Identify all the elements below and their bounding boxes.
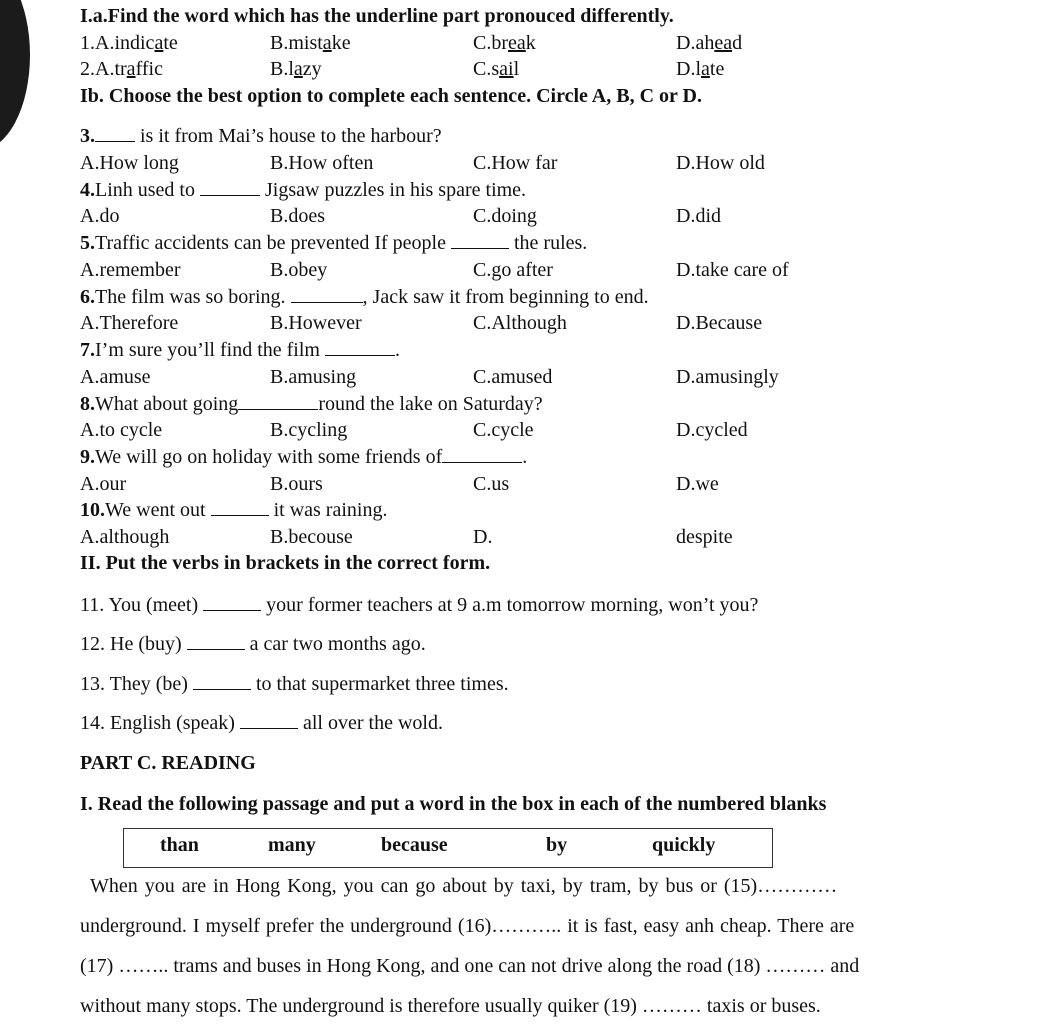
section-1a-heading: I.a.Find the word which has the underline part pronouced differently.: [80, 5, 674, 27]
word-box-item: many: [268, 834, 316, 856]
question-3-stem: 3. is it from Mai’s house to the harbour?: [80, 125, 442, 147]
q10-option-d-text: despite: [676, 526, 733, 548]
q5-option-b: B.obey: [270, 259, 328, 281]
reading-instruction: I. Read the following passage and put a word in the box in each of the numbered blanks: [80, 793, 827, 815]
q10-option-b: B.becouse: [270, 526, 353, 548]
verb-item-11: 11. You (meet) your former teachers at 9 a.m tomorrow morning, won’t you?: [80, 594, 759, 616]
q5-option-d: D.take care of: [676, 259, 789, 281]
q9-option-a: A.our: [80, 473, 127, 495]
question-10-stem: 10.We went out it was raining.: [80, 499, 388, 521]
word-box-item: because: [381, 834, 448, 856]
q8-option-b: B.cycling: [270, 419, 348, 441]
verb-item-13: 13. They (be) to that supermarket three times.: [80, 673, 509, 695]
section-1b-heading: Ib. Choose the best option to complete each sentence. Circle A, B, C or D.: [80, 85, 702, 107]
q8-option-d: D.cycled: [676, 419, 748, 441]
question-4-stem: 4.Linh used to Jigsaw puzzles in his spare time.: [80, 179, 527, 201]
q8-option-a: A.to cycle: [80, 419, 163, 441]
q6-option-d: D.Because: [676, 312, 763, 334]
q7-option-b: B.amusing: [270, 366, 357, 388]
q3-option-a: A.How long: [80, 152, 179, 174]
q1-option-a: 1.A.indicate: [80, 32, 178, 54]
q9-option-c: C.us: [473, 473, 510, 495]
passage-line-1: When you are in Hong Kong, you can go about by taxi, by tram, by bus or (15)…………: [90, 875, 838, 897]
question-5-stem: 5.Traffic accidents can be prevented If people the rules.: [80, 232, 588, 254]
q1-option-b: B.mistake: [270, 32, 351, 54]
q1-option-d: D.ahead: [676, 32, 743, 54]
q8-option-c: C.cycle: [473, 419, 534, 441]
q3-option-b: B.How often: [270, 152, 374, 174]
question-6-stem: 6.The film was so boring. , Jack saw it from beginning to end.: [80, 286, 649, 308]
q3-option-c: C.How far: [473, 152, 558, 174]
q4-option-d: D.did: [676, 205, 721, 227]
verb-item-12: 12. He (buy) a car two months ago.: [80, 633, 426, 655]
q2-option-c: C.sail: [473, 58, 520, 80]
q6-option-a: A.Therefore: [80, 312, 179, 334]
dark-corner-shadow: [0, 0, 30, 150]
passage-line-3: (17) …….. trams and buses in Hong Kong, and one can not drive along the road (18) ……… and: [80, 955, 860, 977]
q9-option-d: D.we: [676, 473, 719, 495]
q7-option-c: C.amused: [473, 366, 553, 388]
word-box-item: quickly: [652, 834, 716, 856]
word-box-item: than: [160, 834, 199, 856]
q2-option-d: D.late: [676, 58, 725, 80]
question-9-stem: 9.We will go on holiday with some friends of .: [80, 446, 528, 468]
passage-line-4: without many stops. The underground is therefore usually quiker (19) ……… taxis or buses.: [80, 995, 821, 1017]
q7-option-a: A.amuse: [80, 366, 151, 388]
q2-option-a: 2.A.traffic: [80, 58, 163, 80]
q9-option-b: B.ours: [270, 473, 323, 495]
q6-option-b: B.However: [270, 312, 362, 334]
q4-option-a: A.do: [80, 205, 120, 227]
q10-option-d-label: D.: [473, 526, 493, 548]
word-box-item: by: [546, 834, 568, 856]
q2-option-b: B.lazy: [270, 58, 322, 80]
q5-option-a: A.remember: [80, 259, 181, 281]
q6-option-c: C.Although: [473, 312, 567, 334]
q10-option-a: A.although: [80, 526, 170, 548]
q5-option-c: C.go after: [473, 259, 553, 281]
q4-option-b: B.does: [270, 205, 325, 227]
part-c-heading: PART C. READING: [80, 752, 256, 774]
question-8-stem: 8.What about going round the lake on Saturday?: [80, 393, 543, 415]
passage-line-2: underground. I myself prefer the underground (16)……….. it is fast, easy anh cheap. There are: [80, 915, 855, 937]
q1-option-c: C.break: [473, 32, 536, 54]
q4-option-c: C.doing: [473, 205, 537, 227]
section-2-heading: II. Put the verbs in brackets in the correct form.: [80, 552, 491, 574]
verb-item-14: 14. English (speak) all over the wold.: [80, 712, 443, 734]
q7-option-d: D.amusingly: [676, 366, 779, 388]
question-7-stem: 7.I’m sure you’ll find the film .: [80, 339, 400, 361]
q3-option-d: D.How old: [676, 152, 765, 174]
